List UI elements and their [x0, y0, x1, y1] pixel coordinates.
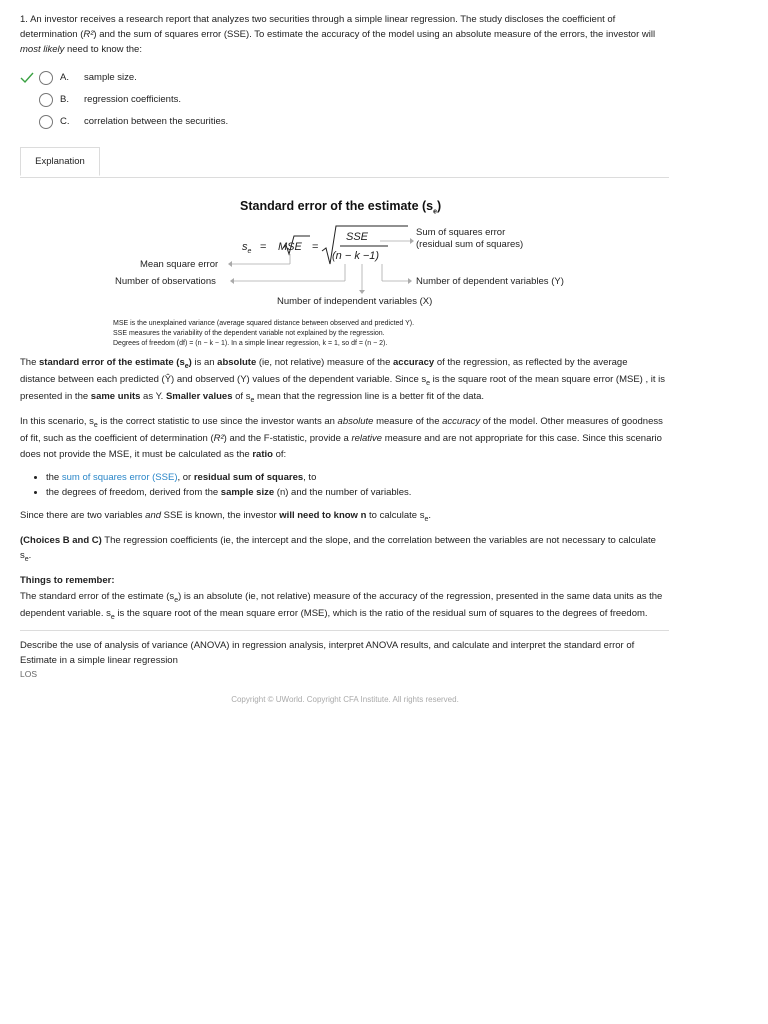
los-tag: LOS: [20, 669, 38, 680]
copyright-notice: Copyright © UWorld. Copyright CFA Institute. All rights reserved.: [231, 695, 459, 704]
explanation-body: [20, 355, 665, 631]
note-line: Degrees of freedom (df) = (n − k − 1). In a simple linear regression, k = 1, so df = (n − 2).: [113, 339, 388, 347]
diagram-title: Standard error of the estimate $(s_e)$: [240, 199, 442, 216]
explanation-paragraph-3: Since there are two variables and SSE is known, the investor will need to know n to calculate $s_e$.: [20, 510, 432, 523]
sum-squares-label: Sum of squares error: [416, 227, 506, 238]
explanation-paragraph-2: In this scenario, $s_e$ is the correct statistic to use since the investor wants an absolute measure of the accuracy of the model. Other measures of goodness of fit, such as the coefficient of determination (R²) and the F-statistic, provide a relative measure and are not appropriate for this case. Since this scenario does not provide the MSE, it must be calculated as the ratio of:: [20, 416, 663, 460]
choice-text: correlation between the securities.: [84, 116, 229, 127]
radio-b[interactable]: [39, 93, 53, 107]
note-line: SSE measures the variability of the dependent variable not explained by the regression.: [113, 329, 385, 337]
los-text: Describe the use of analysis of variance (ANOVA) in regression analysis, interpret ANOVA results, and calculate and interpret the standard error of Estimate in a simple linear regression: [20, 640, 635, 667]
choice-letter: B.: [60, 94, 69, 105]
tab-explanation[interactable]: Explanation: [20, 147, 100, 176]
learning-objective: [20, 638, 665, 682]
radio-c[interactable]: [39, 115, 53, 129]
explanation-paragraph-4: (Choices B and C) The regression coefficients (ie, the intercept and the slope, and the correlation between the variables are not necessary to calculate $s_e$.: [20, 535, 656, 564]
question-text: 1. An investor receives a research report that analyzes two securities through a simple linear regression. The study discloses the coefficient of determination (R²) and the sum of squares error (SSE). To estimate the accuracy of the model using an absolute measure of the errors, the investor will most likely need to know the:: [20, 14, 656, 56]
dependent-label: Number of dependent variables (Y): [416, 276, 564, 287]
choice-letter: C.: [60, 116, 70, 127]
choice-b[interactable]: [20, 90, 620, 112]
residual-label: (residual sum of squares): [416, 239, 524, 250]
independent-label: Number of independent variables (X): [277, 296, 433, 307]
se-symbol: $s_e$: [242, 241, 252, 256]
answer-choices: [20, 68, 620, 134]
explanation-tab-bar: [20, 147, 669, 178]
equals-1: =: [260, 241, 267, 253]
list-item: • the sum of squares error (SSE), or residual sum of squares, to: [46, 470, 665, 485]
sse-symbol: SSE: [346, 231, 369, 243]
observations-label: Number of observations: [115, 276, 216, 287]
question-stem: [20, 12, 660, 58]
denominator: (n − k −1): [332, 250, 380, 262]
correct-check-icon: [20, 71, 34, 85]
note-line: MSE is the unexplained variance (average squared distance between observed and predicted Y).: [113, 320, 415, 327]
choice-a[interactable]: [20, 68, 620, 90]
mse-symbol: MSE: [278, 241, 302, 253]
remember-heading: Things to remember:: [20, 575, 115, 587]
mean-square-label: Mean square error: [140, 259, 219, 270]
choice-text: sample size.: [84, 72, 137, 83]
sse-link[interactable]: sum of squares error (SSE): [61, 471, 178, 483]
choice-c[interactable]: [20, 112, 620, 134]
list-item: • the degrees of freedom, derived from the sample size (n) and the number of variables.: [46, 485, 665, 500]
choice-text: regression coefficients.: [84, 94, 181, 105]
radio-a[interactable]: [39, 71, 53, 85]
diagram-notes: [113, 319, 414, 348]
equals-2: =: [312, 241, 319, 253]
choice-letter: A.: [60, 72, 69, 83]
divider: [20, 630, 669, 631]
ratio-list: [20, 470, 665, 500]
remember-text: The standard error of the estimate $(s_e)$ is an absolute (ie, not relative) measure of the accuracy of the regression, presented in the same data units as the dependent variable. $s_e$ is the square root of the mean square error (MSE), which is the ratio of the residual sum of squares to the degrees of freedom.: [20, 590, 663, 621]
explanation-paragraph-1: The standard error of the estimate $(s_e)$ is an absolute (ie, not relative) measure of the accuracy of the regression, as reflected by the average distance between each predicted (Ŷ) and observed (Y) values of the dependent variable. Since $s_e$ is the square root of the mean square error (MSE) , it is presented in the same units as Y. Smaller values of $s_e$ mean that the regression line is a better fit of the data.: [20, 357, 665, 405]
